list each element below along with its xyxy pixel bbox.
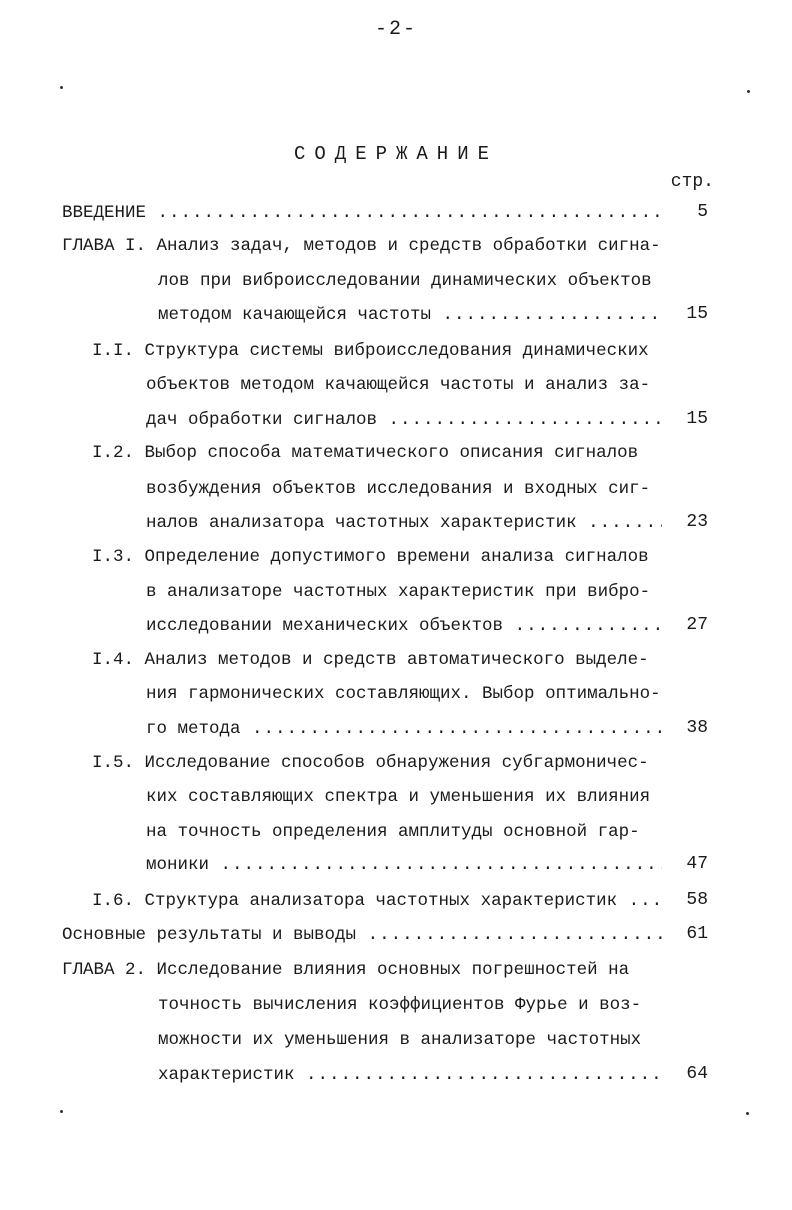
scan-speck (746, 1112, 749, 1115)
toc-entry-text: на точность определения амплитуды основной гар- (146, 822, 640, 842)
toc-entry-text: налов анализатора частотных характеристик ..... (146, 513, 662, 533)
toc-entry-text: ГЛАВА 2. Исследование влияния основных погрешностей на (62, 960, 630, 980)
toc-entry-text: дач обработки сигналов ..... (146, 410, 662, 430)
scan-speck (60, 86, 63, 89)
toc-entry-text: лов при виброисследовании динамических объектов (158, 271, 652, 291)
scan-speck (747, 90, 750, 93)
toc-entry-text: Основные результаты и выводы ..... (62, 925, 662, 945)
toc-entry-text: I.2. Выбор способа математического описания сигналов (92, 443, 639, 463)
toc-entry-text: го метода ..... (146, 719, 662, 739)
toc-page-number: 15 (686, 409, 708, 429)
toc-page-number: 27 (686, 615, 708, 635)
toc-entry-text: возбуждения объектов исследования и входных сиг- (146, 479, 651, 499)
toc-entry-text: ния гармонических составляющих. Выбор оптимально- (146, 684, 661, 704)
toc-page-number: 23 (686, 512, 708, 532)
toc-entry-text: I.5. Исследование способов обнаружения субгармоничес- (92, 753, 649, 773)
toc-page-number: 58 (686, 890, 708, 910)
toc-entry-text: объектов методом качающейся частоты и анализ за- (146, 375, 651, 395)
toc-page-number: 61 (686, 924, 708, 944)
page-number: -2- (374, 18, 417, 41)
toc-entry-text: исследовании механических объектов ..... (146, 616, 662, 636)
toc-entry-text: моники ..... (146, 855, 662, 875)
toc-entry-text: ких составляющих спектра и уменьшения их влияния (146, 787, 651, 807)
toc-page-number: 47 (686, 854, 708, 874)
toc-entry-text: методом качающейся частоты ..... (158, 305, 662, 325)
scan-speck (60, 1110, 63, 1113)
toc-entry-text: I.3. Определение допустимого времени анализа сигналов (92, 547, 649, 567)
page-title: СОДЕРЖАНИЕ (293, 143, 499, 165)
toc-page-number: 5 (697, 202, 708, 222)
toc-entry-text: в анализаторе частотных характеристик при вибро- (146, 582, 651, 602)
toc-page-number: 38 (686, 718, 708, 738)
toc-page-number: 15 (686, 304, 708, 324)
toc-entry-text: ГЛАВА I. Анализ задач, методов и средств обработки сигна- (62, 236, 661, 256)
toc-entry-text: I.4. Анализ методов и средств автоматического выделе- (92, 650, 649, 670)
pages-column-header: стр. (670, 172, 714, 192)
toc-entry-text: I.6. Структура анализатора частотных характеристик ..... (92, 891, 662, 911)
toc-entry-text: точность вычисления коэффициентов Фурье и воз- (158, 995, 642, 1015)
toc-entry-text: характеристик ..... (158, 1065, 662, 1085)
toc-entry-text: I.I. Структура системы виброисследования динамических (92, 341, 649, 361)
toc-entry-text: можности их уменьшения в анализаторе частотных (158, 1030, 642, 1050)
toc-entry-text: ВВЕДЕНИЕ ..... (62, 203, 662, 223)
toc-page-number: 64 (686, 1064, 708, 1084)
